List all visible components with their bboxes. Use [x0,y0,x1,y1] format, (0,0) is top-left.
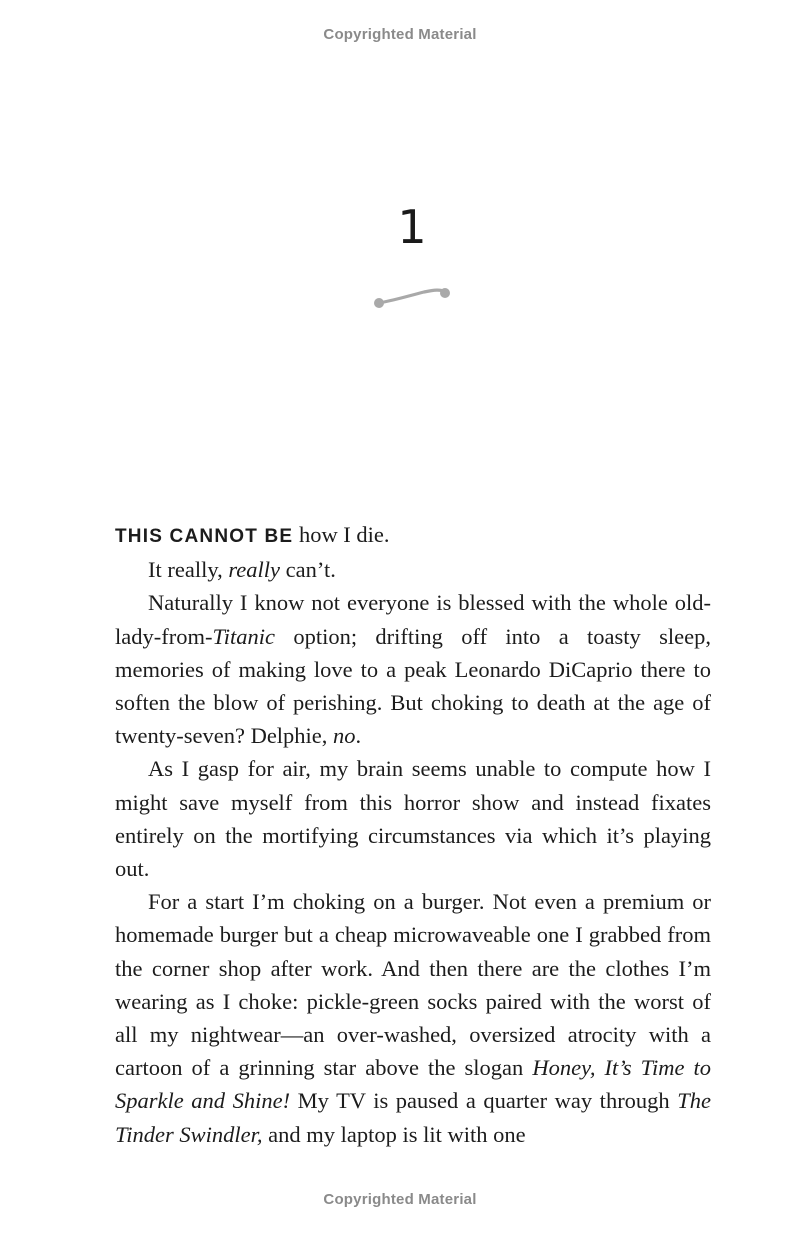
chapter-body-text [115,518,711,1151]
paragraph-1: THIS CANNOT BE how I die. [115,522,390,547]
paragraph-3: Naturally I know not everyone is blessed with the whole old-lady-from-Titanic option; drifting off into a toasty sleep, memories of making love to a peak Leonardo DiCaprio there to soften the blow of perishing. But choking to death at the age of twenty-seven? Delphie, no. [115,590,711,749]
chapter-lead-in: THIS CANNOT BE [115,526,294,547]
copyright-watermark-bottom: Copyrighted Material [323,1191,477,1208]
copyright-watermark-top: Copyrighted Material [323,26,477,43]
chapter-number: 1 [397,200,427,254]
paragraph-4: As I gasp for air, my brain seems unable to compute how I might save myself from this horror show and instead fixates entirely on the mortifying circumstances via which it’s playing out. [115,756,711,882]
paragraph-5: For a start I’m choking on a burger. Not even a premium or homemade burger but a cheap microwaveable one I grabbed from the corner shop after work. And then there are the clothes I’m wearing as I choke: pickle-green socks paired with the worst of all my nightwear—an over-washed, oversized atrocity with a cartoon of a grinning star above the slogan Honey, It’s Time to Sparkle and Shine! My TV is paused a quarter way through The Tinder Swindler, and my laptop is lit with one [115,889,711,1147]
paragraph-2: It really, really can’t. [148,557,336,583]
swash-ornament-icon [370,284,456,310]
